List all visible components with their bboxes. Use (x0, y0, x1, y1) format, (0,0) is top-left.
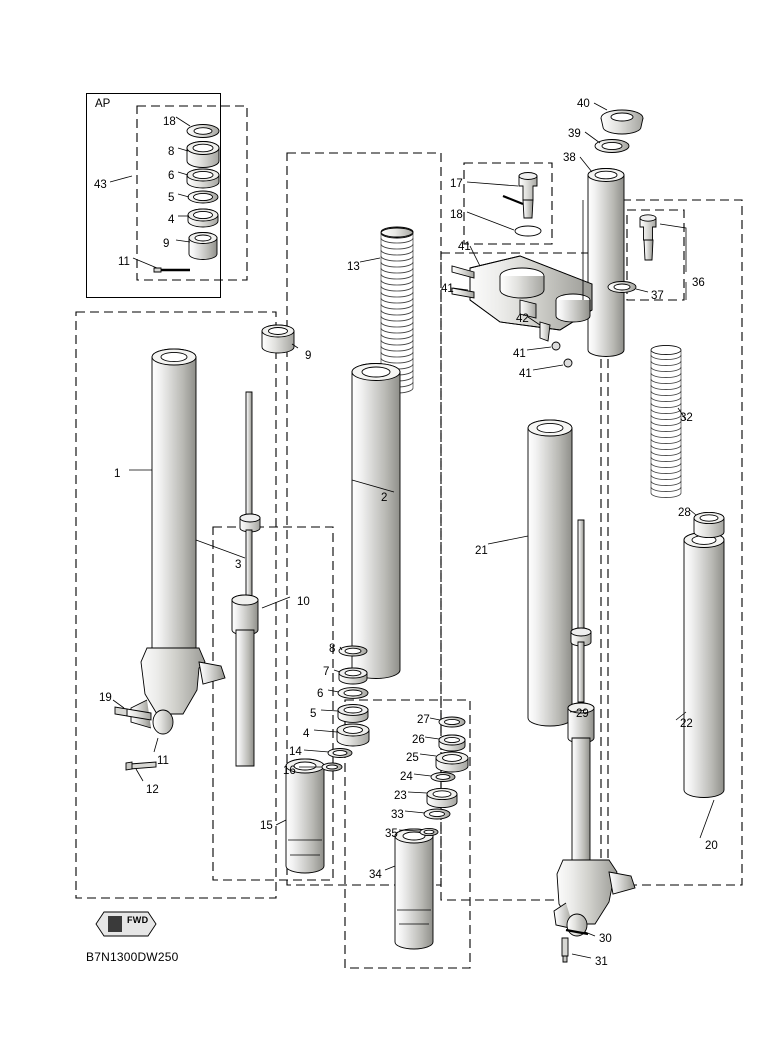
callout-18: 18 (163, 116, 176, 128)
callout-36: 36 (692, 277, 705, 289)
callout-9: 9 (305, 350, 312, 362)
callout-17: 17 (450, 178, 463, 190)
callout-1: 1 (114, 468, 121, 480)
callout-31: 31 (595, 956, 608, 968)
callout-34: 34 (369, 869, 382, 881)
callout-41-c: 41 (513, 348, 526, 360)
callout-5-b: 5 (310, 708, 317, 720)
callout-23: 23 (394, 790, 407, 802)
callout-11-ap: 11 (118, 256, 130, 268)
callout-10: 10 (297, 596, 310, 608)
callout-41-d: 41 (519, 368, 532, 380)
callout-11: 11 (157, 755, 169, 767)
callout-4: 4 (168, 214, 175, 226)
callout-20: 20 (705, 840, 718, 852)
callout-19: 19 (99, 692, 112, 704)
callout-13: 13 (347, 261, 360, 273)
callout-8-b: 8 (329, 643, 336, 655)
callout-28: 28 (678, 507, 691, 519)
callout-22: 22 (680, 718, 693, 730)
callout-32: 32 (680, 412, 693, 424)
callout-15: 15 (260, 820, 273, 832)
callout-6: 6 (168, 170, 175, 182)
callout-27: 27 (417, 714, 430, 726)
fwd-label: FWD (127, 915, 149, 925)
callout-37: 37 (651, 290, 664, 302)
ap-detail-box (86, 93, 221, 298)
callout-5: 5 (168, 192, 175, 204)
callout-4-b: 4 (303, 728, 310, 740)
callout-30: 30 (599, 933, 612, 945)
callout-14: 14 (289, 746, 302, 758)
callout-42: 42 (516, 313, 529, 325)
callout-16: 16 (283, 765, 296, 777)
callout-12: 12 (146, 784, 159, 796)
callout-18-b: 18 (450, 209, 463, 221)
callout-35: 35 (385, 828, 398, 840)
callout-25: 25 (406, 752, 419, 764)
part-number-label: B7N1300DW250 (86, 950, 179, 964)
callout-33: 33 (391, 809, 404, 821)
callout-26: 26 (412, 734, 425, 746)
callout-29: 29 (576, 708, 589, 720)
callout-3: 3 (235, 559, 242, 571)
callout-24: 24 (400, 771, 413, 783)
callout-39: 39 (568, 128, 581, 140)
callout-2: 2 (381, 492, 388, 504)
callout-41-b: 41 (441, 283, 454, 295)
callout-8: 8 (168, 146, 175, 158)
callout-6-b: 6 (317, 688, 324, 700)
callout-21: 21 (475, 545, 488, 557)
callout-40: 40 (577, 98, 590, 110)
callout-38: 38 (563, 152, 576, 164)
callout-41-a: 41 (458, 241, 471, 253)
callout-9-ap: 9 (163, 238, 170, 250)
ap-box-label: AP (95, 98, 111, 110)
callout-43: 43 (94, 179, 107, 191)
callout-7: 7 (323, 666, 330, 678)
